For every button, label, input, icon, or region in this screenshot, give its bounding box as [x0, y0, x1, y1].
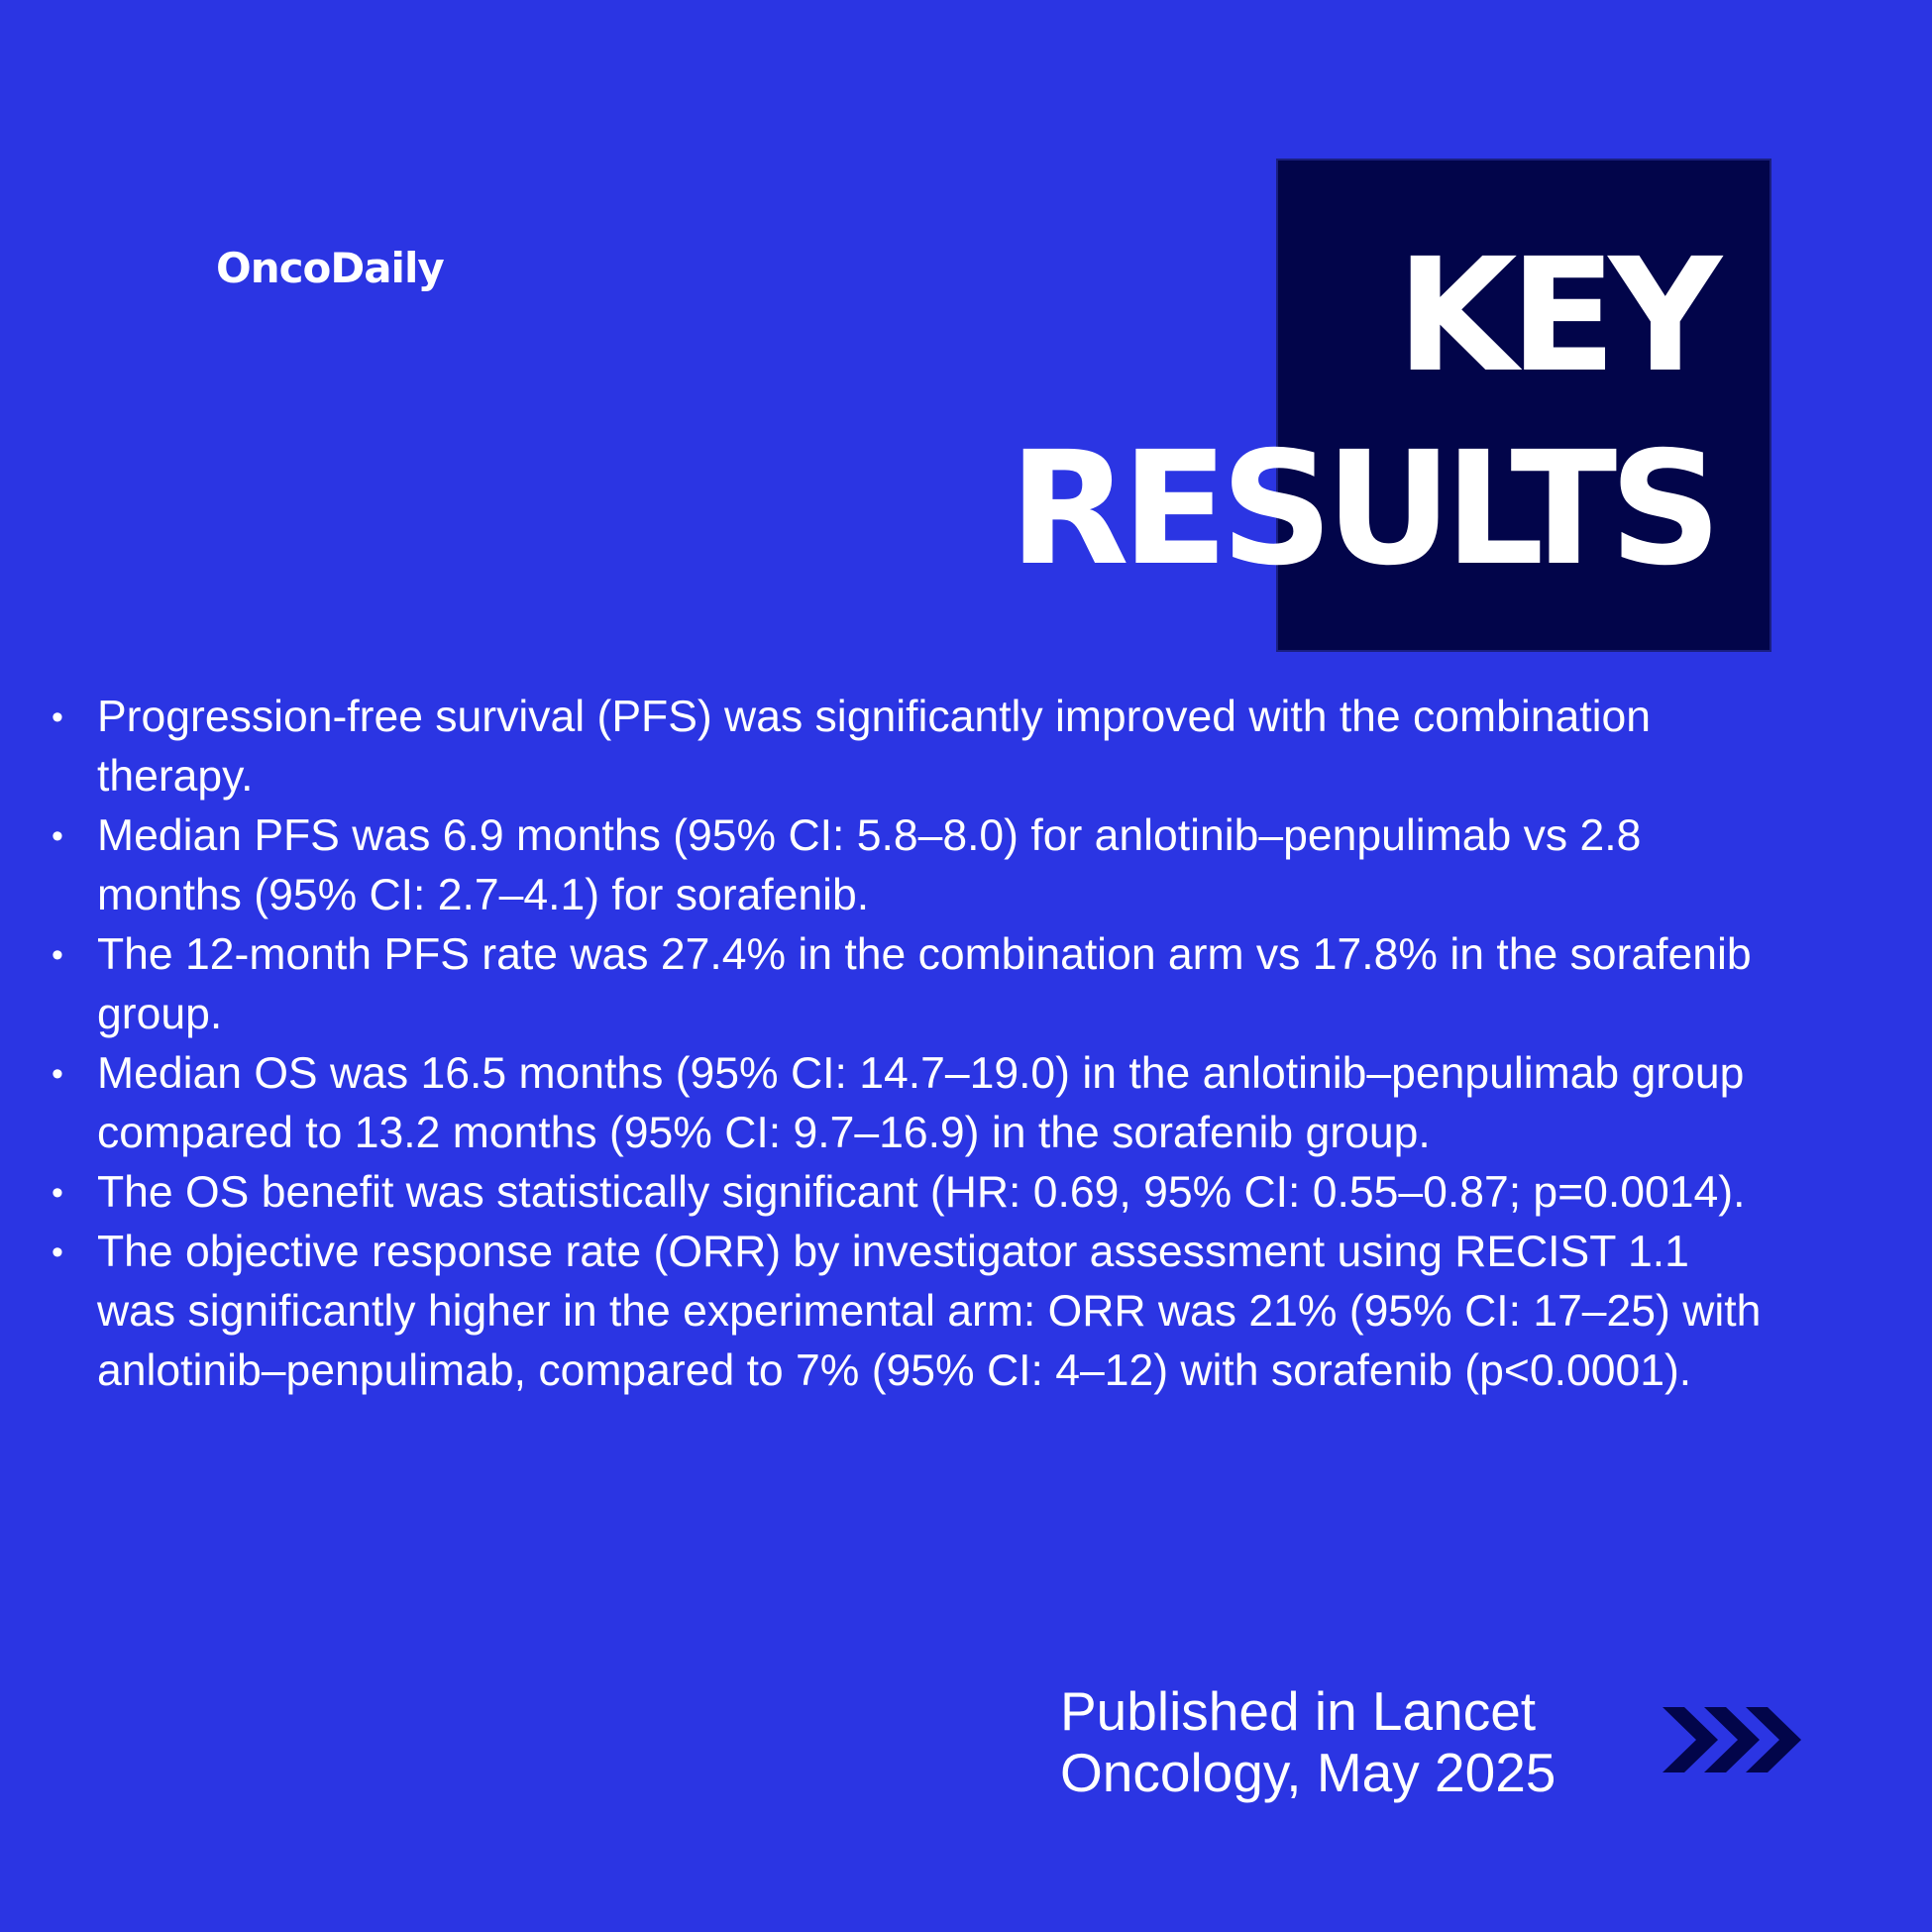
title-line-key: KEY	[1396, 225, 1714, 407]
brand-logo-text: OncoDaily	[216, 244, 444, 292]
triple-chevron-right-icon[interactable]	[1661, 1701, 1801, 1778]
publication-note	[1060, 1680, 1556, 1803]
result-item: • The objective response rate (ORR) by investigator assessment using RECIST 1.1 was significantly higher in the experimental arm: ORR was 21% (95% CI: 17–25) with anlotinib–penpulimab, compared to 7% (95% CI: 4–12) with sorafenib (p<0.0001).	[52, 1223, 1766, 1401]
key-results-list	[52, 688, 1766, 1401]
result-item: • Median OS was 16.5 months (95% CI: 14.7–19.0) in the anlotinib–penpulimab group compared to 13.2 months (95% CI: 9.7–16.9) in the sorafenib group.	[52, 1044, 1766, 1163]
result-item: • Median PFS was 6.9 months (95% CI: 5.8–8.0) for anlotinib–penpulimab vs 2.8 months (95% CI: 2.7–4.1) for sorafenib.	[52, 806, 1766, 925]
result-item: • Progression-free survival (PFS) was significantly improved with the combination therapy.	[52, 688, 1766, 806]
result-item: • The 12-month PFS rate was 27.4% in the combination arm vs 17.8% in the sorafenib group.	[52, 925, 1766, 1044]
title-line-results: RESULTS	[1009, 418, 1714, 600]
result-item: • The OS benefit was statistically significant (HR: 0.69, 95% CI: 0.55–0.87; p=0.0014).	[52, 1163, 1766, 1223]
publication-line-2: Oncology, May 2025	[1060, 1742, 1556, 1803]
publication-line-1: Published in Lancet	[1060, 1680, 1537, 1742]
